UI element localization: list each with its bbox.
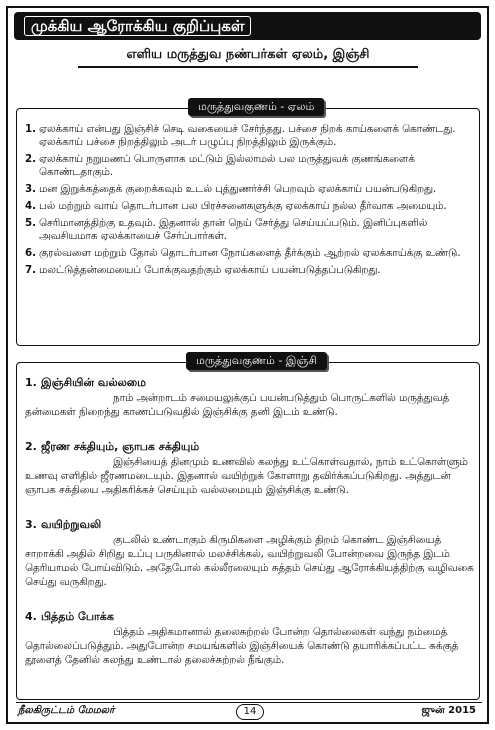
ginger-subsection <box>25 375 475 419</box>
subsection-title: ஜீரண சக்தியும், ஞாபக சக்தியும் <box>41 440 200 453</box>
subsection-paragraph <box>25 625 475 667</box>
list-item-text: ஏலக்காய் என்பது இஞ்சிச் செடி வகையைச் சேர்ந்தது. பச்சை நிறக் காய்களைக் கொண்டது. ஏலக்காய் பச்சை நிறத்திலும் அடர் பழுப்பு நிறத்திலும் இருக்கும். <box>39 123 456 148</box>
subsection-heading <box>25 439 475 454</box>
header-title: முக்கிய ஆரோக்கிய குறிப்புகள் <box>24 16 251 36</box>
list-item <box>25 123 473 149</box>
subsection-paragraph <box>25 391 475 419</box>
subsection-number: 2. <box>25 440 37 453</box>
list-item-text: குரல்வளை மற்றும் தோல் தொடர்பான நோய்களைத் தீர்க்கும் ஆற்றல் ஏலக்காய்க்கு உண்டு. <box>39 247 461 259</box>
list-item <box>25 217 473 243</box>
list-item-number: 6. <box>25 247 37 259</box>
list-item <box>25 200 473 213</box>
list-item-number: 2. <box>25 153 37 165</box>
ginger-subsection <box>25 517 475 589</box>
subsection-heading <box>25 375 475 390</box>
page-number: 14 <box>236 704 264 720</box>
list-item-text: பல் மற்றும் வாய் தொடர்பான பல பிரச்சனைகளுக்கு ஏலக்காய் நல்ல தீர்வாக அமையும். <box>39 200 447 212</box>
list-item <box>25 153 473 179</box>
cardamom-list <box>25 123 473 281</box>
subsection-text: இஞ்சியைத் தினமும் உணவில் கலந்து உட்கொள்வதால், நாம் உட்கொள்ளும் உணவு எளிதில் ஜீரணமடையும். இதனால் வயிற்றுக் கோளாறு தவிர்க்கப்படுகிறது. அத்துடன் ஞாபக சக்தியை அதிகரிக்கச் செய்யும் வல்லமையும் இஞ்சிக்கு உண்டு. <box>25 456 468 496</box>
subsection-heading <box>25 609 475 624</box>
list-item-text: ஏலக்காய் நறுமணப் பொருளாக மட்டும் இல்லாமல் பல மருத்துவக் குணங்களைக் கொண்டதாகும். <box>39 153 415 178</box>
list-item-text: மன இறுக்கத்தைக் குறைக்கவும் உடல் புத்துணர்ச்சி பெறவும் ஏலக்காய் பயன்படுகிறது. <box>39 183 437 195</box>
list-item <box>25 183 473 196</box>
subsection-number: 1. <box>25 376 37 389</box>
subsection-paragraph <box>25 533 475 589</box>
list-item-number: 3. <box>25 183 37 195</box>
ginger-subsection <box>25 609 475 667</box>
subsection-number: 3. <box>25 518 37 531</box>
header-bar <box>14 12 481 40</box>
list-item-number: 4. <box>25 200 37 212</box>
list-item-number: 1. <box>25 123 37 135</box>
page-footer <box>16 702 482 719</box>
subsection-title: வயிற்றுவலி <box>41 518 102 531</box>
cardamom-section <box>16 108 480 346</box>
subsection-heading <box>25 517 475 532</box>
list-item-number: 7. <box>25 264 37 276</box>
magazine-name: நீலகிருட்டம் மேமலர் <box>18 705 115 716</box>
list-item-number: 5. <box>25 217 37 229</box>
issue-date: ஜுன் 2015 <box>421 705 476 716</box>
article-subtitle: எளிய மருத்துவ நண்பர்கள் ஏலம், இஞ்சி <box>78 44 418 68</box>
subsection-title: இஞ்சியின் வல்லமை <box>41 376 146 389</box>
ginger-section-tag: மருத்துவகுணம் - இஞ்சி <box>186 352 327 370</box>
subsection-paragraph <box>25 455 475 497</box>
subsection-title: பித்தம் போக்க <box>41 610 114 623</box>
subsection-text: குடலில் உண்டாகும் கிருமிகளை அழிக்கும் திறம் கொண்ட இஞ்சியைத் சாறாக்கி அதில் சிறிது உப்பு பருகினால் மலச்சிக்கல், வயிற்றுவலி போன்றவை இருந்த இடம் தெரியாமல் போய்விடும். அதேபோல் கல்லீரலையும் சுத்தம் செய்து ஆரோக்கியத்திற்கு வழிவகை செய்து வருகிறது. <box>25 534 474 588</box>
subsection-text: பித்தம் அதிகமானால் தலைசுற்றல் போன்ற தொல்லைகள் வந்து நம்மைத் தொல்லைப்படுத்தும். அதுபோன்ற சமயங்களில் இஞ்சியைக் கொண்டு தயாரிக்கப்பட்ட சுக்குத் தூளைத் தேனில் கலந்து உண்டால் தலைச்சுற்றல் நீங்கும். <box>25 626 459 666</box>
list-item-text: மலட்டுத்தன்மையைப் போக்குவதற்கும் ஏலக்காய் பயன்படுத்தப்படுகிறது. <box>39 264 381 276</box>
list-item <box>25 264 473 277</box>
ginger-subsection <box>25 439 475 497</box>
page <box>6 6 489 724</box>
list-item <box>25 247 473 260</box>
subsection-text: நாம் அன்றாடம் சமையலுக்குப் பயன்படுத்தும் பொருட்களில் மருத்துவத் தன்மைகள் நிறைந்து காணப்படுவதில் இஞ்சிக்கு தனி இடம் உண்டு. <box>25 392 450 418</box>
ginger-section <box>16 362 480 700</box>
cardamom-section-tag: மருத்துவகுணம் - ஏலம் <box>188 98 324 116</box>
subsection-number: 4. <box>25 610 37 623</box>
list-item-text: செரிமானத்திற்கு உதவும். இதனால் தான் நெய் சேர்த்து செய்யப்படும். இனிப்புகளில் அவசியமாக ஏலக்காயைச் சேர்ப்பார்கள். <box>39 217 428 242</box>
